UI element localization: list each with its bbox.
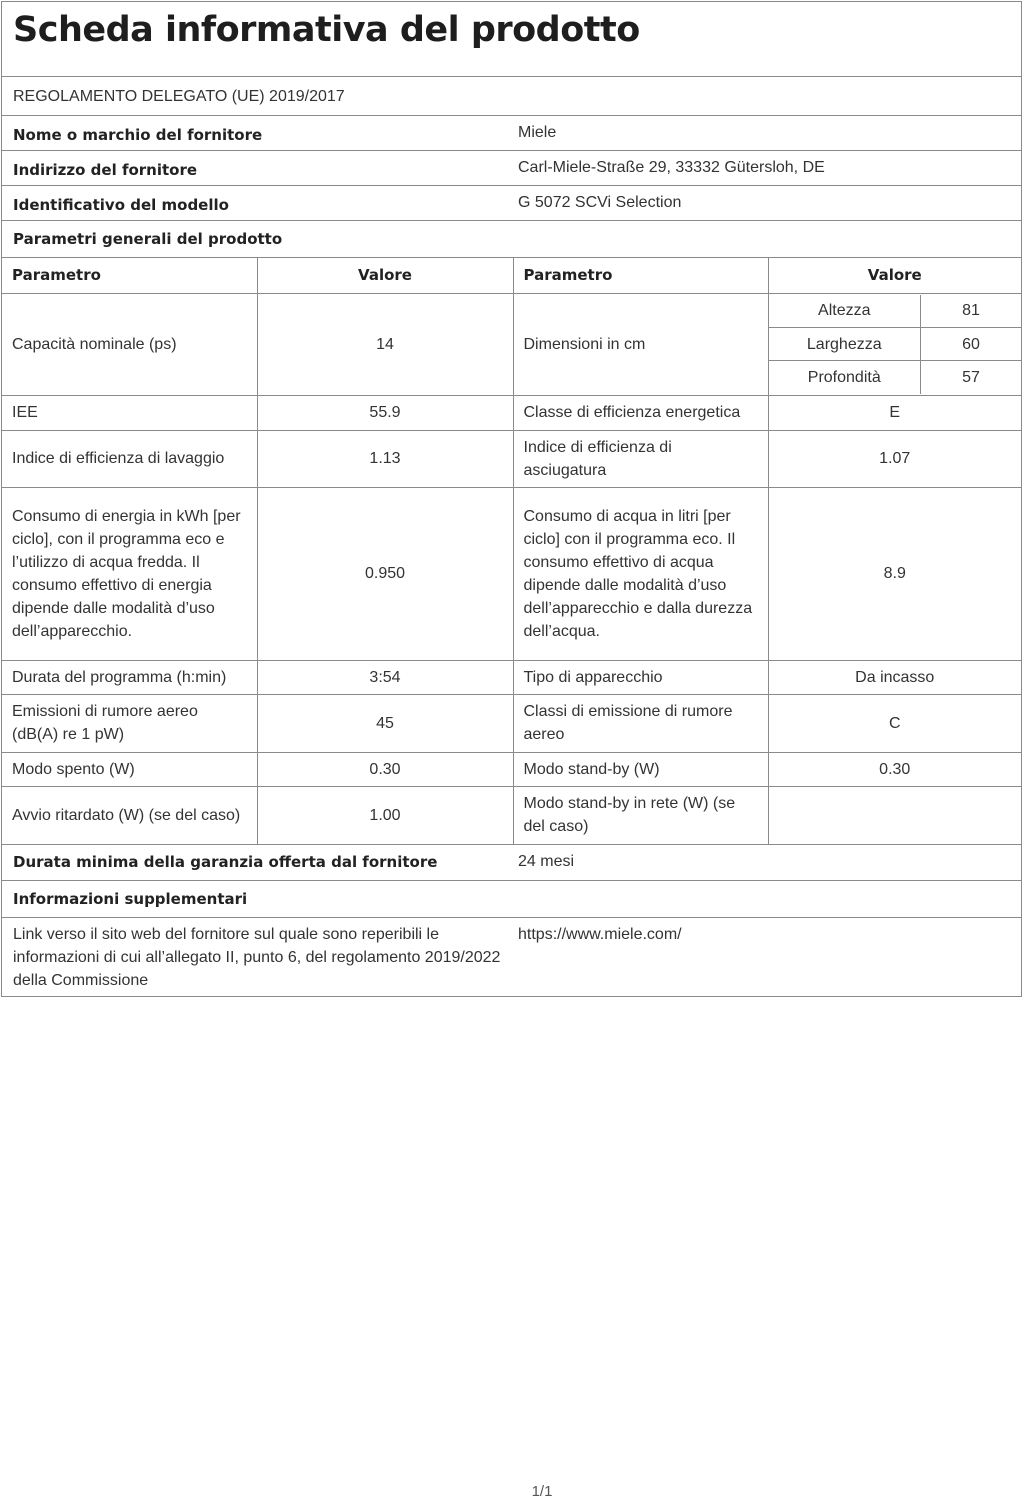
header-parameter-1: Parametro (2, 258, 257, 293)
table-row (2, 694, 1021, 752)
param-value: 1.07 (768, 430, 1021, 487)
dimensions-label: Dimensioni in cm (513, 293, 768, 395)
param-label: Avvio ritardato (W) (se del caso) (2, 786, 257, 844)
table-row (2, 752, 1021, 786)
header-parameter-2: Parametro (513, 258, 768, 293)
param-value: 3:54 (257, 660, 513, 694)
param-value: 8.9 (768, 487, 1021, 660)
table-row (2, 660, 1021, 694)
param-label: Indice di efficienza di lavaggio (2, 430, 257, 487)
param-label: Tipo di apparecchio (513, 660, 768, 694)
title-block (2, 2, 1021, 77)
supplier-website-label: Link verso il sito web del fornitore sul quale sono reperibili le informazioni di cui all’allegato II, punto 6, del regolamento 2019/2022 della Commissione (13, 925, 501, 989)
table-row (2, 487, 1021, 660)
header-value-1: Valore (257, 258, 513, 293)
dimensions-cell (768, 293, 1021, 395)
param-label: Consumo di acqua in litri [per ciclo] con il programma eco. Il consumo effettivo di acqua dipende dalle modalità d’uso dell’apparecchio e dalla durezza dell’acqua. (513, 487, 768, 660)
header-value-2: Valore (768, 258, 1021, 293)
param-label: Durata del programma (h:min) (2, 660, 257, 694)
dimension-label: Altezza (769, 295, 921, 328)
param-value: Da incasso (768, 660, 1021, 694)
table-row (2, 293, 1021, 395)
model-id-label: Identificativo del modello (13, 196, 229, 214)
param-value: 0.30 (768, 752, 1021, 786)
table-row (2, 786, 1021, 844)
param-label: Indice di efficienza di asciugatura (513, 430, 768, 487)
parameters-table (2, 258, 1021, 845)
warranty-label: Durata minima della garanzia offerta dal fornitore (13, 853, 438, 871)
dimension-value: 81 (921, 295, 1022, 328)
dimension-row (769, 328, 1022, 361)
supplier-address-value: Carl-Miele-Straße 29, 33332 Gütersloh, DE (518, 159, 825, 176)
warranty-value: 24 mesi (518, 852, 575, 870)
param-value: 1.13 (257, 430, 513, 487)
dimensions-table (769, 295, 1022, 394)
param-value: 0.950 (257, 487, 513, 660)
dimension-row (769, 361, 1022, 394)
additional-info-heading: Informazioni supplementari (2, 881, 1021, 918)
table-row (2, 430, 1021, 487)
model-id-value: G 5072 SCVi Selection (518, 194, 682, 211)
supplier-address-label: Indirizzo del fornitore (13, 161, 198, 179)
page-title: Scheda informativa del prodotto (13, 10, 640, 50)
param-value: 0.30 (257, 752, 513, 786)
general-params-heading: Parametri generali del prodotto (2, 221, 1021, 258)
supplier-website-link[interactable]: https://www.miele.com/ (518, 925, 682, 943)
supplier-name-value: Miele (518, 124, 557, 141)
capacity-label: Capacità nominale (ps) (2, 293, 257, 395)
product-information-sheet (1, 1, 1022, 997)
param-value: 45 (257, 694, 513, 752)
param-label: Modo stand-by (W) (513, 752, 768, 786)
dimension-value: 60 (921, 328, 1022, 361)
param-value: E (768, 395, 1021, 430)
dimension-label: Larghezza (769, 328, 921, 361)
supplier-name-row (2, 116, 1021, 151)
page-number: 1/1 (531, 1483, 553, 1500)
model-id-row (2, 186, 1021, 221)
warranty-row (2, 845, 1021, 881)
param-label: Classi di emissione di rumore aereo (513, 694, 768, 752)
param-label: Consumo di energia in kWh [per ciclo], con il programma eco e l’utilizzo di acqua fredda. Il consumo effettivo di energia dipende dalle modalità d’uso dell’apparecchio. (2, 487, 257, 660)
capacity-value: 14 (257, 293, 513, 395)
param-value: 1.00 (257, 786, 513, 844)
dimension-label: Profondità (769, 361, 921, 394)
param-value (768, 786, 1021, 844)
param-label: IEE (2, 395, 257, 430)
supplier-website-row (2, 918, 1021, 996)
table-row (2, 395, 1021, 430)
dimension-value: 57 (962, 368, 980, 386)
table-header-row (2, 258, 1021, 293)
supplier-address-row (2, 151, 1021, 186)
param-label: Modo stand-by in rete (W) (se del caso) (513, 786, 768, 844)
param-value: 55.9 (257, 395, 513, 430)
dimension-row (769, 295, 1022, 328)
param-label: Classe di efficienza energetica (513, 395, 768, 430)
regulation-block (2, 77, 1021, 116)
param-label: Modo spento (W) (2, 752, 257, 786)
regulation-reference: REGOLAMENTO DELEGATO (UE) 2019/2017 (13, 88, 345, 105)
param-value: C (768, 694, 1021, 752)
param-label: Emissioni di rumore aereo (dB(A) re 1 pW) (2, 694, 257, 752)
supplier-name-label: Nome o marchio del fornitore (13, 126, 263, 144)
